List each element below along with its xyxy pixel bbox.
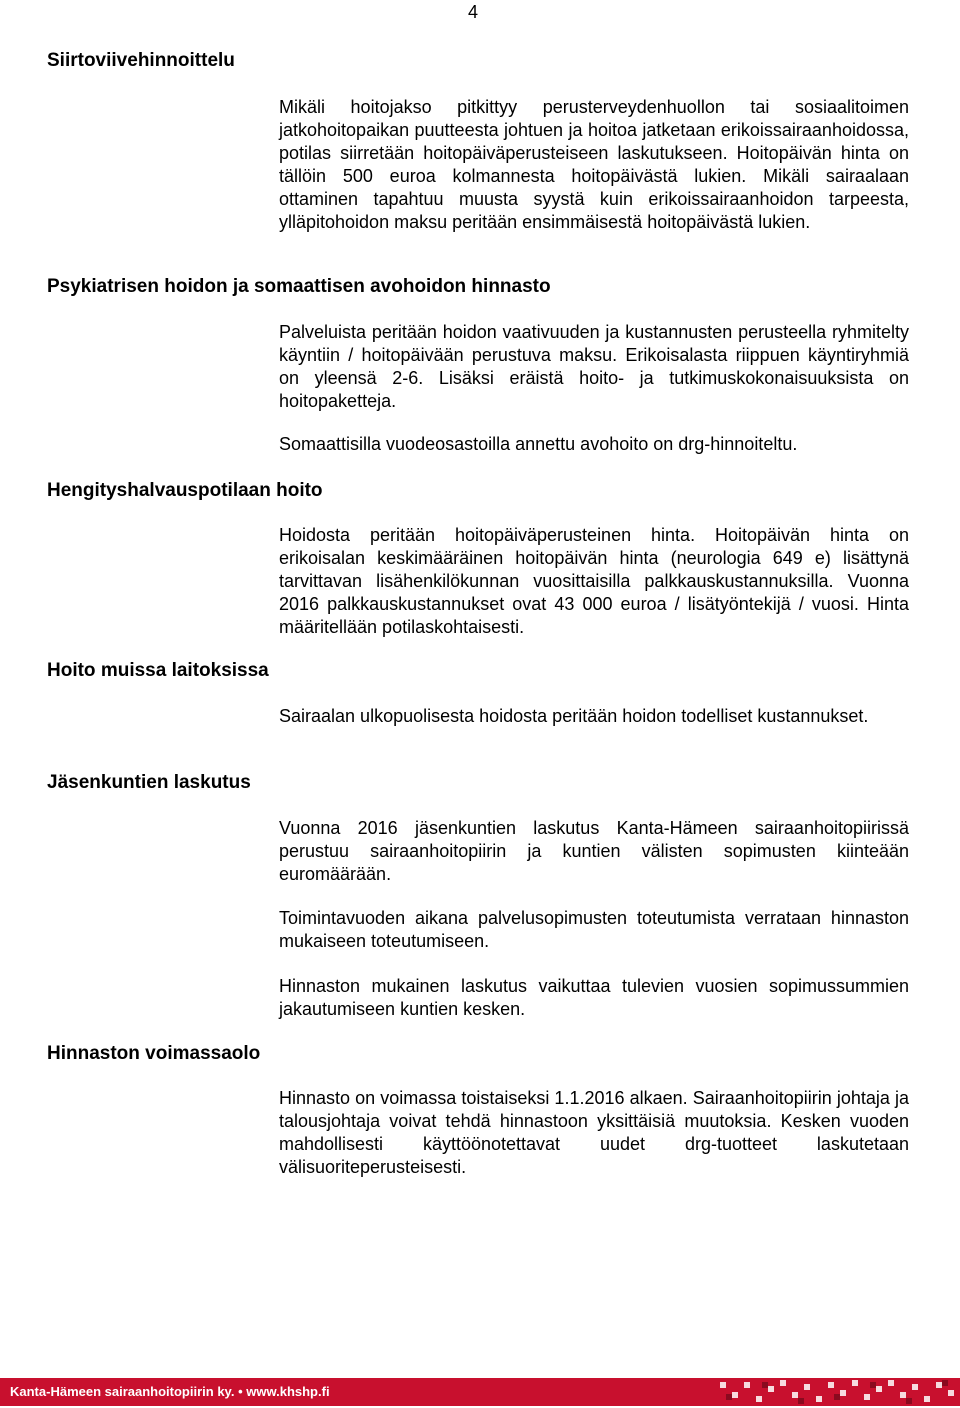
paragraph-somaattinen-avohoito: Somaattisilla vuodeosastoilla annettu avohoito on drg-hinnoiteltu. (279, 434, 798, 454)
footer-separator: • (238, 1384, 243, 1399)
paragraph-sopimussummat: Hinnaston mukainen laskutus vaikuttaa tulevien vuosien sopimussummien jakautumiseen kuntien kesken. (279, 976, 909, 1019)
section-heading-siirtoviivehinnoittelu: Siirtoviivehinnoittelu (47, 50, 235, 71)
paragraph-muut-laitokset: Sairaalan ulkopuolisesta hoidosta peritään hoidon todelliset kustannukset. (279, 706, 869, 726)
page-number: 4 (468, 2, 479, 22)
section-heading-hengityshalvauspotilaan-hoito: Hengityshalvauspotilaan hoito (47, 480, 323, 501)
paragraph-hengityshalvaus: Hoidosta peritään hoitopäiväperusteinen hinta. Hoitopäivän hinta on erikoisalan keskimääräinen hoitopäivän hinta (neurologia 649 e) lisättynä tarvittavan lisähenkilökunnan vuosittaisilla palkkauskustannuksilla. Vuonna 2016 palkkauskustannukset ovat 43 000 euroa / lisätyöntekijä / vuosi. Hinta määritellään potilaskohtaisesti. (279, 525, 909, 637)
paragraph-palvelusopimukset: Toimintavuoden aikana palvelusopimusten toteutumista verrataan hinnaston mukaiseen toteutumiseen. (279, 908, 909, 951)
section-heading-jasenkuntien-laskutus: Jäsenkuntien laskutus (47, 772, 251, 793)
footer-text (10, 1384, 330, 1400)
section-heading-hoito-muissa-laitoksissa: Hoito muissa laitoksissa (47, 660, 269, 681)
paragraph-voimassaolo: Hinnasto on voimassa toistaiseksi 1.1.2016 alkaen. Sairaanhoitopiirin johtaja ja talousjohtaja voivat tehdä hinnastoon yksittäisiä muutoksia. Kesken vuoden mahdollisesti käyttöönotettavat uudet drg-tuotteet laskutetaan välisuoriteperusteisesti. (279, 1088, 909, 1177)
footer-pixel-pattern (700, 1378, 960, 1406)
paragraph-jasenkuntien-laskutus: Vuonna 2016 jäsenkuntien laskutus Kanta-Hämeen sairaanhoitopiirissä perustuu sairaanhoitopiirin ja kuntien välisten sopimusten kiinteään euromäärään. (279, 818, 909, 884)
footer-website: www.khshp.fi (246, 1384, 330, 1399)
footer-organization: Kanta-Hämeen sairaanhoitopiirin ky. (10, 1384, 235, 1399)
paragraph-palveluiden-maksut: Palveluista peritään hoidon vaativuuden ja kustannusten perusteella ryhmitelty käyntiin / hoitopäivään perustuva maksu. Erikoisalasta riippuen käyntiryhmiä on yleensä 2-6. Lisäksi eräistä hoito- ja tutkimuskokonaisuuksista on hoitopaketteja. (279, 322, 909, 411)
section-heading-hinnaston-voimassaolo: Hinnaston voimassaolo (47, 1043, 261, 1064)
paragraph-siirtoviive: Mikäli hoitojakso pitkittyy perusterveydenhuollon tai sosiaalitoimen jatkohoitopaikan puutteesta johtuen ja hoitoa jatketaan erikoissairaanhoidossa, potilas siirretään hoitopäiväperusteiseen laskutukseen. Hoitopäivän hinta on tällöin 500 euroa kolmannesta hoitopäivästä lukien. Mikäli sairaalaan ottaminen tapahtuu muusta syystä kuin erikoissairaanhoidon tarpeesta, ylläpitohoidon maksu peritään ensimmäisestä hoitopäivästä lukien. (279, 97, 909, 232)
footer-bar (0, 1378, 960, 1406)
section-heading-psykiatrinen-hinnasto: Psykiatrisen hoidon ja somaattisen avohoidon hinnasto (47, 276, 551, 297)
